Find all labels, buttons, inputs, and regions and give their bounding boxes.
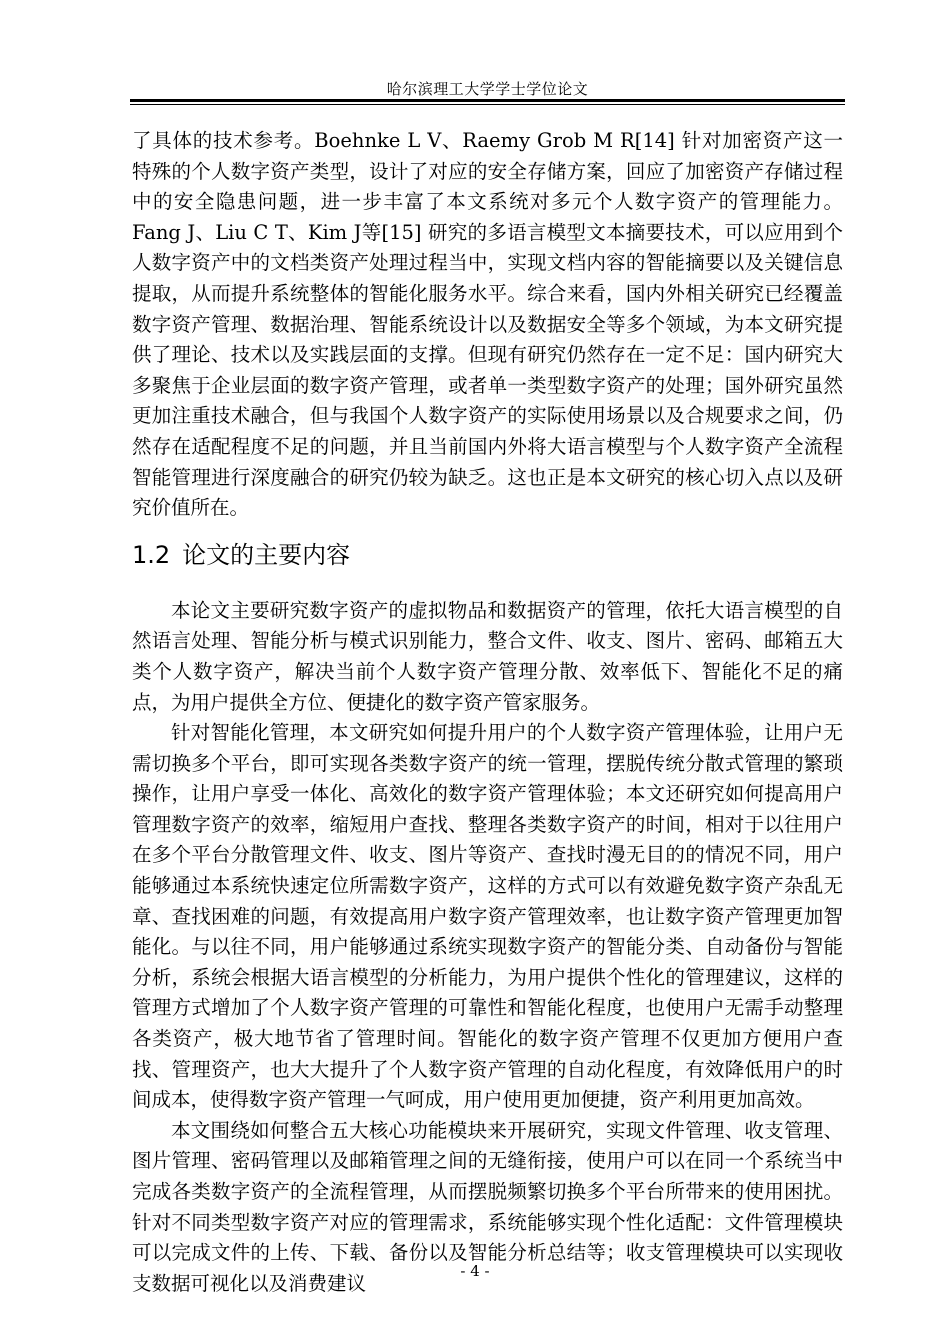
section-title: 论文的主要内容	[182, 540, 351, 569]
page-number: - 4 -	[460, 1262, 490, 1280]
running-header-title: 哈尔滨理工大学学士学位论文	[386, 80, 589, 98]
paragraph-1: 本论文主要研究数字资产的虚拟物品和数据资产的管理，依托大语言模型的自然语言处理、智能分析与模式识别能力，整合文件、收支、图片、密码、邮箱五大类个人数字资产，解决当前个人数字资产管理分散、效率低下、智能化不足的痛点，为用户提供全方位、便捷化的数字资产管家服务。	[132, 598, 843, 714]
body-text	[132, 126, 843, 1299]
section-number: 1.2	[132, 540, 171, 569]
paragraph-2: 针对智能化管理，本文研究如何提升用户的个人数字资产管理体验，让用户无需切换多个平台，即可实现各类数字资产的统一管理，摆脱传统分散式管理的繁琐操作，让用户享受一体化、高效化的数字资产管理体验；本文还研究如何提高用户管理数字资产的效率，缩短用户查找、整理各类数字资产的时间，相对于以往用户在多个平台分散管理文件、收支、图片等资产、查找时漫无目的的情况不同，用户能够通过本系统快速定位所需数字资产，这样的方式可以有效避免数字资产杂乱无章、查找困难的问题，有效提高用户数字资产管理效率，也让数字资产管理更加智能化。与以往不同，用户能够通过系统实现数字资产的智能分类、自动备份与智能分析，系统会根据大语言模型的分析能力，为用户提供个性化的管理建议，这样的管理方式增加了个人数字资产管理的可靠性和智能化程度，也使用户无需手动整理各类资产，极大地节省了管理时间。智能化的数字资产管理不仅更加方便用户查找、管理资产，也大大提升了个人数字资产管理的自动化程度，有效降低用户的时间成本，使得数字资产管理一气呵成，用户使用更加便捷，资产利用更加高效。	[132, 721, 843, 1112]
section-heading	[132, 540, 843, 570]
header-rule-thin	[130, 104, 845, 105]
continued-paragraph: 了具体的技术参考。Boehnke L V、Raemy Grob M R[14] 针对加密资产这一特殊的个人数字资产类型，设计了对应的安全存储方案，回应了加密资产存储过程中的安全隐患问题，进一步丰富了本文系统对多元个人数字资产的管理能力。Fang J、Liu C T、Kim J等[15] 研究的多语言模型文本摘要技术，可以应用到个人数字资产中的文档类资产处理过程当中，实现文档内容的智能摘要以及关键信息提取，从而提升系统整体的智能化服务水平。综合来看，国内外相关研究已经覆盖数字资产管理、数据治理、智能系统设计以及数据安全等多个领域，为本文研究提供了理论、技术以及实践层面的支撑。但现有研究仍然存在一定不足：国内研究大多聚焦于企业层面的数字资产管理，或者单一类型数字资产的处理；国外研究虽然更加注重技术融合，但与我国个人数字资产的实际使用场景以及合规要求之间，仍然存在适配程度不足的问题，并且当前国内外将大语言模型与个人数字资产全流程智能管理进行深度融合的研究仍较为缺乏。这也正是本文研究的核心切入点以及研究价值所在。	[132, 129, 843, 520]
header-rule-thick	[130, 99, 845, 102]
paragraph-3: 本文围绕如何整合五大核心功能模块来开展研究，实现文件管理、收支管理、图片管理、密码管理以及邮箱管理之间的无缝衔接，使用户可以在同一个系统当中完成各类数字资产的全流程管理，从而摆脱频繁切换多个平台所带来的使用困扰。针对不同类型数字资产对应的管理需求，系统能够实现个性化适配：文件管理模块可以完成文件的上传、下载、备份以及智能分析总结等；收支管理模块可以实现收支数据可视化以及消费建议	[132, 1118, 843, 1295]
